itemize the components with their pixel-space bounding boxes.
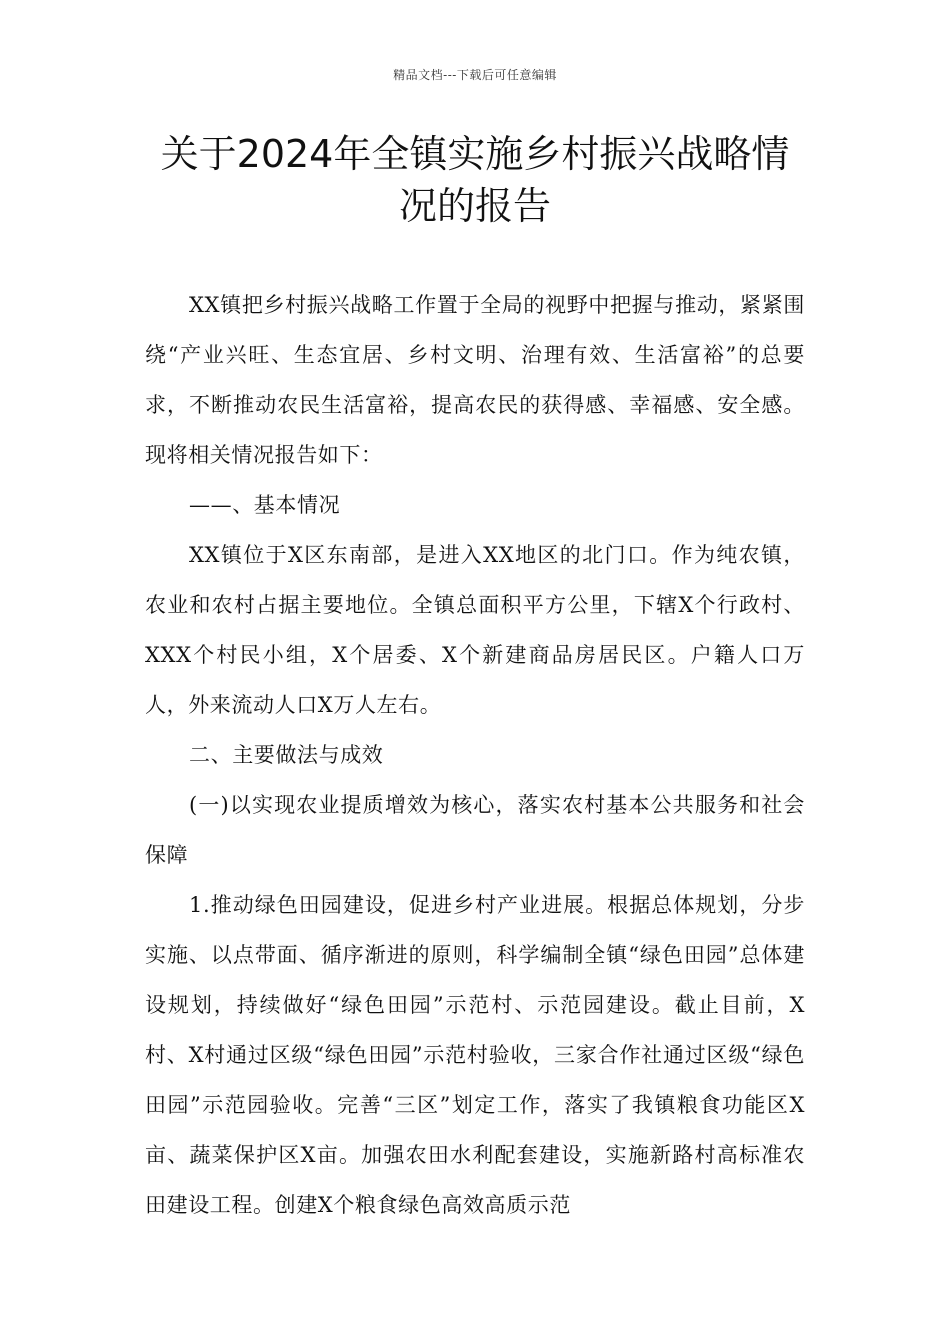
- document-body: [145, 280, 805, 1230]
- paragraph-basic-situation: XX镇位于X区东南部，是进入XX地区的北门口。作为纯农镇，农业和农村占据主要地位。全镇总面积平方公里，下辖X个行政村、XXX个村民小组，X个居委、X个新建商品房居民区。户籍人口万人，外来流动人口X万人左右。: [145, 543, 805, 717]
- paragraph-intro: XX镇把乡村振兴战略工作置于全局的视野中把握与推动，紧紧围绕“产业兴旺、生态宜居、乡村文明、治理有效、生活富裕”的总要求，不断推动农民生活富裕，提高农民的获得感、幸福感、安全感。现将相关情况报告如下：: [145, 293, 805, 467]
- document-title: 关于2024年全镇实施乡村振兴战略情况的报告: [160, 132, 790, 228]
- section-heading-basic: ——、基本情况: [189, 493, 341, 517]
- subsection-heading-1: (一)以实现农业提质增效为核心，落实农村基本公共服务和社会保障: [145, 793, 805, 867]
- header-note: 精品文档---下载后可任意编辑: [393, 68, 557, 82]
- paragraph-green-field: 1.推动绿色田园建设，促进乡村产业进展。根据总体规划，分步实施、以点带面、循序渐进的原则，科学编制全镇“绿色田园”总体建设规划，持续做好“绿色田园”示范村、示范园建设。截止目前，X村、X村通过区级“绿色田园”示范村验收，三家合作社通过区级“绿色田园”示范园验收。完善“三区”划定工作，落实了我镇粮食功能区X亩、蔬菜保护区X亩。加强农田水利配套建设，实施新路村高标准农田建设工程。创建X个粮食绿色高效高质示范: [145, 893, 805, 1217]
- section-heading-practices: 二、主要做法与成效: [189, 743, 384, 767]
